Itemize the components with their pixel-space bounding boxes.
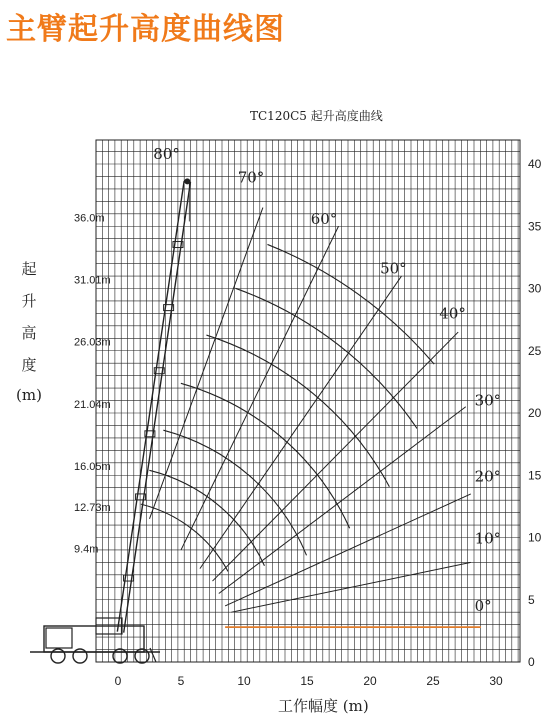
y-tick-label: 5	[528, 592, 535, 607]
angle-ray	[200, 276, 402, 569]
angle-label: 60°	[310, 209, 338, 228]
truck-wheel-icon	[73, 649, 87, 663]
boom-length-label: 31.01m	[74, 274, 111, 287]
boom-length-label: 21.04m	[74, 398, 111, 411]
angle-label: 10°	[474, 529, 502, 548]
y-tick-label: 30	[528, 281, 542, 296]
x-tick-label: 5	[177, 674, 185, 688]
angle-label: 0°	[474, 596, 492, 615]
boom-length-label: 16.05m	[74, 460, 111, 473]
x-tick-label: 25	[426, 674, 440, 688]
x-tick-label: 20	[363, 674, 377, 688]
angle-label: 40°	[439, 304, 466, 323]
truck-wheel-icon	[135, 649, 149, 663]
y-axis-label-char: 起	[21, 260, 37, 278]
angle-label: 50°	[380, 259, 407, 278]
x-tick-label: 15	[300, 674, 314, 688]
x-tick-label: 0	[114, 674, 122, 688]
angle-label: 70°	[237, 168, 265, 187]
boom-length-label: 26.03m	[74, 336, 111, 349]
angle-label: 30°	[474, 391, 502, 410]
y-axis-label-char: 度	[21, 356, 37, 374]
grid-frame	[96, 140, 520, 662]
x-axis-label: 工作幅度 (m)	[278, 697, 369, 715]
x-tick-label: 30	[489, 674, 503, 688]
truck-cab	[46, 628, 72, 648]
boom-length-arc	[235, 288, 417, 428]
truck-wheel-icon	[51, 649, 65, 663]
y-tick-label: 10	[528, 530, 542, 545]
y-axis-label-char: 高	[21, 324, 37, 342]
angle-label: 20°	[474, 467, 502, 486]
y-axis-label-char: 升	[21, 292, 37, 310]
boom-length-arc	[267, 244, 434, 364]
boom-length-label: 9.4m	[74, 543, 99, 556]
y-tick-label: 0	[528, 655, 535, 669]
boom-length-label: 36.0m	[74, 212, 105, 225]
y-axis-label-unit: (m)	[16, 386, 42, 404]
x-tick-label: 10	[237, 674, 251, 688]
diagram-subtitle: TC120C5 起升高度曲线	[250, 109, 383, 123]
y-tick-label: 35	[528, 219, 542, 234]
y-tick-label: 15	[528, 468, 542, 483]
y-tick-label: 25	[528, 343, 542, 358]
boom-length-arc	[181, 383, 350, 528]
boom-length-label: 12.73m	[74, 502, 111, 515]
y-tick-label: 40	[528, 157, 542, 171]
y-tick-label: 20	[528, 406, 542, 420]
angle-label: 80°	[153, 145, 180, 164]
page-heading: 主臂起升高度曲线图	[6, 12, 285, 47]
